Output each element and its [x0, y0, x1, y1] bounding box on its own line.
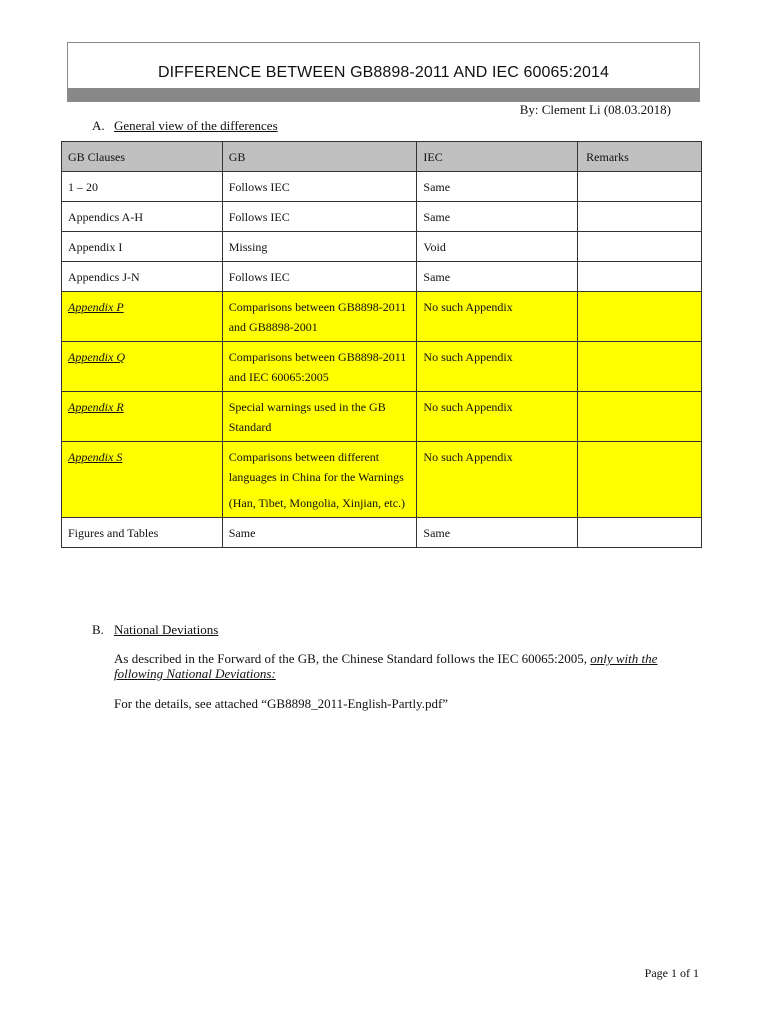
header-iec: IEC [417, 142, 578, 172]
cell-remarks [578, 392, 702, 442]
cell-clause: Appendix R [62, 392, 223, 442]
section-a-heading [92, 118, 278, 134]
paragraph-end: : [271, 666, 276, 681]
cell-remarks [578, 172, 702, 202]
section-b-letter: B. [92, 622, 104, 637]
page-title: DIFFERENCE BETWEEN GB8898-2011 AND IEC 60065:2014 [157, 64, 610, 81]
cell-clause: Figures and Tables [62, 518, 223, 548]
cell-clause: Appendics A-H [62, 202, 223, 232]
header-gb: GB [222, 142, 417, 172]
cell-clause: Appendix P [62, 292, 223, 342]
table-row [62, 262, 702, 292]
paragraph-text: As described in the Forward of the GB, the Chinese Standard follows the IEC 60065:2005, [114, 651, 591, 666]
cell-iec: Same [417, 172, 578, 202]
cell-iec: Void [417, 232, 578, 262]
cell-clause: Appendics J-N [62, 262, 223, 292]
page-number: Page 1 of 1 [644, 966, 699, 980]
table-row-highlighted [62, 392, 702, 442]
cell-iec: Same [417, 262, 578, 292]
cell-iec: No such Appendix [417, 292, 578, 342]
cell-clause: Appendix I [62, 232, 223, 262]
cell-iec: No such Appendix [417, 342, 578, 392]
cell-remarks [578, 262, 702, 292]
table-row [62, 518, 702, 548]
table-row-highlighted [62, 442, 702, 518]
cell-iec: No such Appendix [417, 392, 578, 442]
cell-clause: 1 – 20 [62, 172, 223, 202]
cell-remarks [578, 342, 702, 392]
cell-gb: Special warnings used in the GB Standard [222, 392, 417, 442]
section-b-title: National Deviations [114, 622, 219, 637]
details-paragraph: For the details, see attached “GB8898_2011-English-Partly.pdf” [114, 696, 449, 711]
cell-gb: Follows IEC [222, 202, 417, 232]
cell-gb: Follows IEC [222, 262, 417, 292]
cell-gb-text: Comparisons between different languages in China for the Warnings [228, 450, 404, 484]
table-row-highlighted [62, 292, 702, 342]
cell-clause: Appendix Q [62, 342, 223, 392]
cell-clause: Appendix S [62, 442, 223, 518]
differences-table [61, 141, 702, 548]
cell-gb: Same [222, 518, 417, 548]
title-bar [68, 88, 699, 101]
cell-remarks [578, 442, 702, 518]
cell-iec: Same [417, 202, 578, 232]
cell-remarks [578, 518, 702, 548]
paragraph-emphasis: only with the following National Deviations [114, 651, 658, 681]
title-box [67, 42, 700, 102]
cell-iec: Same [417, 518, 578, 548]
cell-gb-note: (Han, Tibet, Mongolia, Xinjian, etc.) [228, 496, 406, 510]
cell-remarks [578, 232, 702, 262]
section-a-title: General view of the differences [114, 118, 278, 133]
header-gb-clauses: GB Clauses [62, 142, 223, 172]
byline: By: Clement Li (08.03.2018) [519, 102, 671, 117]
table-header-row [62, 142, 702, 172]
table-row [62, 232, 702, 262]
cell-gb: Comparisons between GB8898-2011 and IEC 60065:2005 [222, 342, 417, 392]
cell-gb: Comparisons between GB8898-2011 and GB8898-2001 [222, 292, 417, 342]
section-b-heading [92, 622, 218, 638]
cell-gb: Missing [222, 232, 417, 262]
table-row-highlighted [62, 342, 702, 392]
table-row [62, 172, 702, 202]
cell-remarks [578, 202, 702, 232]
cell-remarks [578, 292, 702, 342]
section-a-letter: A. [92, 118, 105, 133]
cell-gb: Follows IEC [222, 172, 417, 202]
deviations-paragraph [114, 651, 704, 681]
table-row [62, 202, 702, 232]
cell-gb [222, 442, 417, 518]
header-remarks: Remarks [578, 142, 702, 172]
cell-iec: No such Appendix [417, 442, 578, 518]
